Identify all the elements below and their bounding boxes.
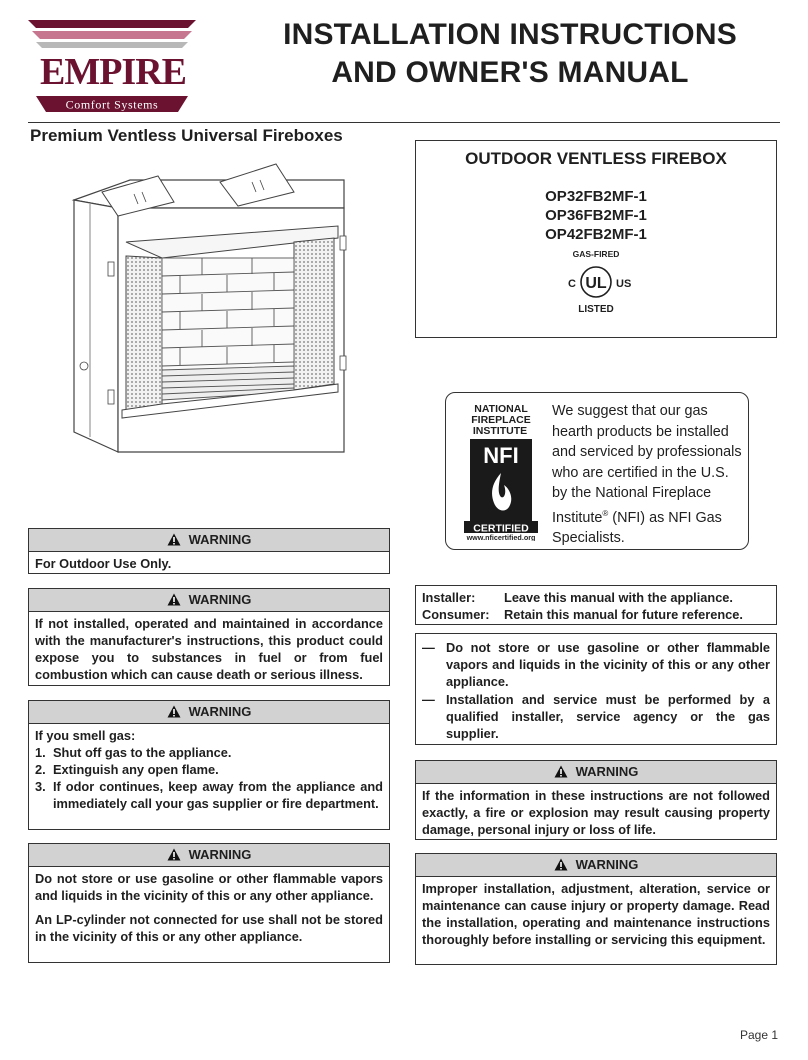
warning-body: [416, 877, 776, 951]
nfi-certified-logo: [460, 401, 542, 541]
page-number: Page 1: [740, 1028, 779, 1042]
warning-text: If the information in these instructions are not followed exactly, a fire or explosion may result causing property damage, personal injury or loss of life.: [422, 788, 770, 837]
step-text: Shut off gas to the appliance.: [53, 745, 232, 760]
warning-header: [416, 854, 776, 877]
warning-triangle-icon: [554, 858, 568, 871]
warning-text: Do not store or use gasoline or other flammable vapors and liquids in the vicinity of this or any other appliance.: [35, 871, 383, 903]
warning-label: WARNING: [188, 847, 252, 862]
ul-c-label: C: [568, 278, 576, 290]
installer-row: [422, 589, 770, 606]
list-item: [422, 691, 770, 742]
step-number: 2.: [35, 762, 46, 777]
installer-consumer-body: [416, 586, 776, 626]
warning-body: [29, 867, 389, 948]
main-title-line1: INSTALLATION INSTRUCTIONS: [283, 18, 737, 51]
list-item: [35, 761, 383, 778]
warning-body: [416, 784, 776, 841]
warning-label: WARNING: [188, 532, 252, 547]
main-title-line2: AND OWNER'S MANUAL: [331, 56, 689, 89]
nfi-logo-line2: FIREPLACE: [471, 414, 531, 426]
list-item: [422, 639, 770, 690]
warning-text: Improper installation, adjustment, alteration, service or maintenance can cause injury or property damage. Read the installation, operating and maintenance instructions thoroughly before installing or servicing this equipment.: [422, 881, 770, 947]
warning-box: [415, 853, 777, 965]
warning-text: For Outdoor Use Only.: [35, 556, 172, 571]
consumer-label: Consumer:: [422, 607, 490, 622]
step-number: 3.: [35, 779, 46, 794]
warning-triangle-icon: [167, 705, 181, 718]
model-list: [416, 187, 776, 244]
warning-box: [28, 588, 390, 686]
note-text: Installation and service must be performed by a qualified installer, service agency or the gas supplier.: [446, 692, 770, 741]
nfi-recommendation-text: [552, 401, 744, 548]
warning-box: [415, 760, 777, 840]
warning-header: [29, 844, 389, 867]
warning-triangle-icon: [167, 848, 181, 861]
warning-text: If not installed, operated and maintained in accordance with the manufacturer's instructions, this product could expose you to substances in fuel or from fuel combustion which can cause death or serious illness.: [35, 616, 383, 682]
ul-listed-label: LISTED: [578, 304, 614, 315]
warning-box: [28, 528, 390, 574]
nfi-logo-url: www.nficertified.org: [466, 533, 536, 541]
ul-logo-letters: UL: [585, 275, 607, 292]
warning-label: WARNING: [188, 704, 252, 719]
logo-brand: EMPIRE: [40, 51, 186, 93]
warning-body: [29, 552, 389, 575]
warning-body: [29, 724, 389, 815]
warning-triangle-icon: [554, 765, 568, 778]
list-item: [35, 778, 383, 812]
empire-logo: [28, 18, 198, 114]
warning-triangle-icon: [167, 533, 181, 546]
note-text: Do not store or use gasoline or other flammable vapors and liquids in the vicinity of this or any other appliance.: [446, 640, 770, 689]
installer-text: Leave this manual with the appliance.: [504, 590, 733, 605]
list-item: [35, 744, 383, 761]
ul-gas-fired-label: GAS-FIRED: [572, 249, 620, 259]
firebox-illustration: [62, 160, 352, 455]
firebox-drawing: [62, 160, 352, 455]
warning-label: WARNING: [188, 592, 252, 607]
product-subtitle: Premium Ventless Universal Fireboxes: [30, 126, 343, 145]
ul-us-label: US: [616, 278, 632, 290]
consumer-row: [422, 606, 770, 623]
nfi-logo-line3: INSTITUTE: [472, 425, 528, 437]
warning-box: [28, 843, 390, 963]
installer-label: Installer:: [422, 590, 476, 605]
warning-header: [416, 761, 776, 784]
warning-text: An LP-cylinder not connected for use shall not be stored in the vicinity of this or any other appliance.: [35, 912, 383, 944]
dash-marker: —: [422, 640, 435, 655]
warning-triangle-icon: [167, 593, 181, 606]
warning-header: [29, 589, 389, 612]
model-number: OP36FB2MF-1: [545, 207, 647, 224]
model-number: OP32FB2MF-1: [545, 188, 647, 205]
empire-logo-graphic: [28, 18, 198, 114]
header-divider: [28, 122, 780, 123]
main-title: [230, 16, 790, 92]
safety-notes-list: [422, 639, 770, 742]
step-text: Extinguish any open flame.: [53, 762, 219, 777]
warning-header: [29, 529, 389, 552]
dash-marker: —: [422, 692, 435, 707]
model-number: OP42FB2MF-1: [545, 226, 647, 243]
nfi-text-part: (NFI) as NFI Gas Specialists.: [552, 509, 722, 546]
nfi-logo-line1: NATIONAL: [474, 403, 528, 415]
nfi-text-part: We suggest that our gas hearth products be installed and serviced by professionals who are certified in the U.S. by the National Fireplace Institute: [552, 403, 742, 526]
step-number: 1.: [35, 745, 46, 760]
warning-label: WARNING: [575, 857, 639, 872]
step-text: If odor continues, keep away from the appliance and immediately call your gas supplier or fire department.: [53, 779, 383, 811]
model-box: [415, 140, 777, 338]
registered-mark: ®: [602, 508, 609, 518]
safety-notes-box: [415, 633, 777, 745]
warning-intro: If you smell gas:: [35, 728, 136, 743]
warning-body: [29, 612, 389, 686]
warning-box: [28, 700, 390, 830]
logo-tagline: Comfort Systems: [65, 97, 159, 112]
nfi-logo-mark: NFI: [483, 443, 519, 468]
warning-label: WARNING: [575, 764, 639, 779]
nfi-logo-certified: CERTIFIED: [473, 522, 529, 535]
consumer-text: Retain this manual for future reference.: [504, 607, 743, 622]
gas-smell-steps: [35, 744, 383, 812]
installer-consumer-box: [415, 585, 777, 625]
ul-listed-mark: [551, 248, 641, 316]
warning-header: [29, 701, 389, 724]
safety-notes-body: [416, 634, 776, 745]
nfi-recommendation-box: [445, 392, 749, 550]
model-box-title: OUTDOOR VENTLESS FIREBOX: [465, 149, 727, 168]
